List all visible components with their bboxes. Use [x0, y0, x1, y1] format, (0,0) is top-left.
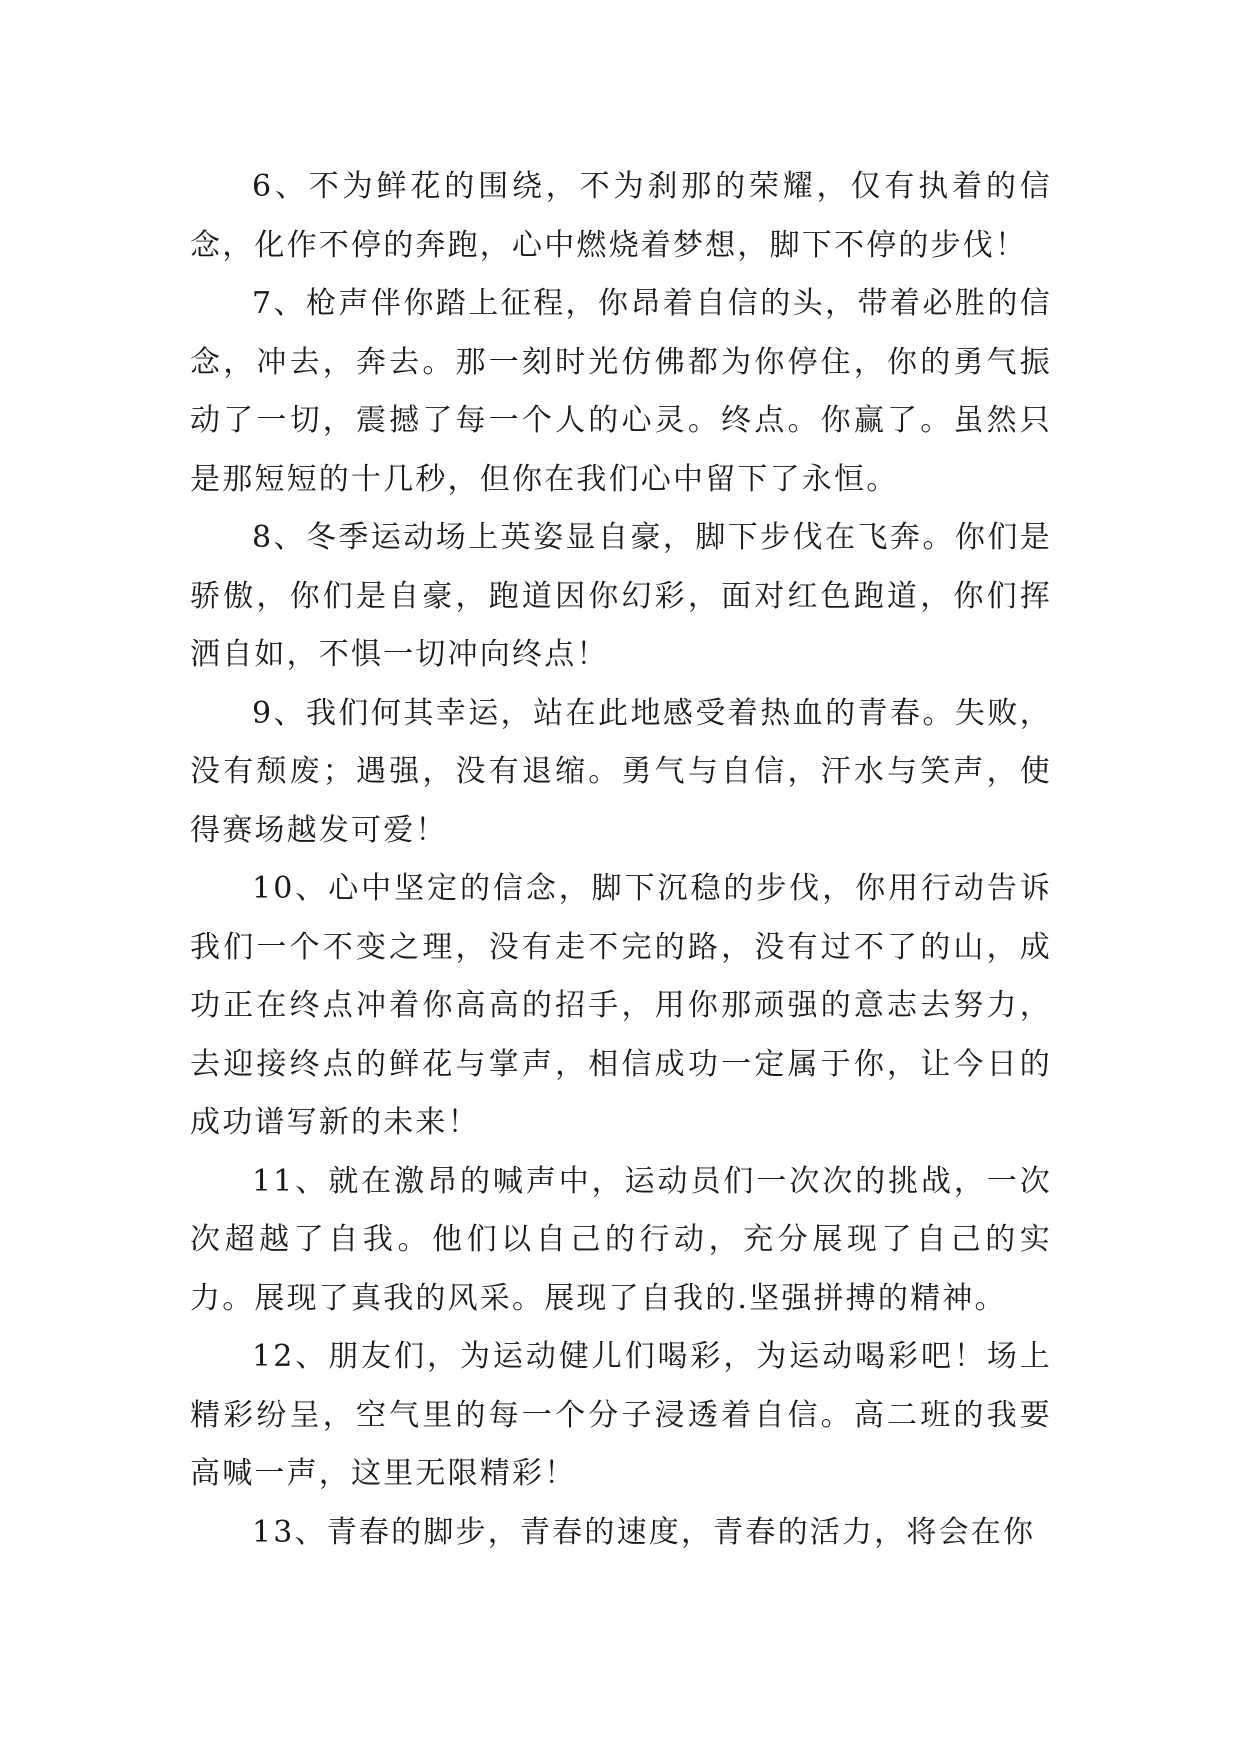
- paragraph-7: 7、枪声伴你踏上征程，你昂着自信的头，带着必胜的信念，冲去，奔去。那一刻时光仿佛都为你停住，你的勇气振动了一切，震撼了每一个人的心灵。终点。你赢了。虽然只是那短短的十几秒，但你在我们心中留下了永恒。: [190, 286, 1052, 497]
- paragraph-8: 8、冬季运动场上英姿显自豪，脚下步伐在飞奔。你们是骄傲，你们是自豪，跑道因你幻彩，面对红色跑道，你们挥洒自如，不惧一切冲向终点！: [190, 520, 1052, 672]
- paragraph-9: 9、我们何其幸运，站在此地感受着热血的青春。失败，没有颓废；遇强，没有退缩。勇气与自信，汗水与笑声，使得赛场越发可爱！: [190, 695, 1052, 848]
- paragraph-10: 10、心中坚定的信念，脚下沉稳的步伐，你用行动告诉我们一个不变之理，没有走不完的路，没有过不了的山，成功正在终点冲着你高高的招手，用你那顽强的意志去努力，去迎接终点的鲜花与掌声，相信成功一定属于你，让今日的成功谱写新的未来！: [190, 871, 1052, 1140]
- paragraph-13: 13、青春的脚步，青春的速度，青春的活力，将会在你: [252, 1514, 1036, 1550]
- paragraph-12: 12、朋友们，为运动健儿们喝彩，为运动喝彩吧！场上精彩纷呈，空气里的每一个分子浸透着自信。高二班的我要高喊一声，这里无限精彩！: [190, 1339, 1052, 1491]
- paragraph-6: 6、不为鲜花的围绕，不为刹那的荣耀，仅有执着的信念，化作不停的奔跑，心中燃烧着梦想，脚下不停的步伐！: [190, 169, 1052, 263]
- document-body: [190, 158, 1052, 1562]
- paragraph-11: 11、就在激昂的喊声中，运动员们一次次的挑战，一次次超越了自我。他们以自己的行动，充分展现了自己的实力。展现了真我的风采。展现了自我的.坚强拼搏的精神。: [190, 1163, 1052, 1316]
